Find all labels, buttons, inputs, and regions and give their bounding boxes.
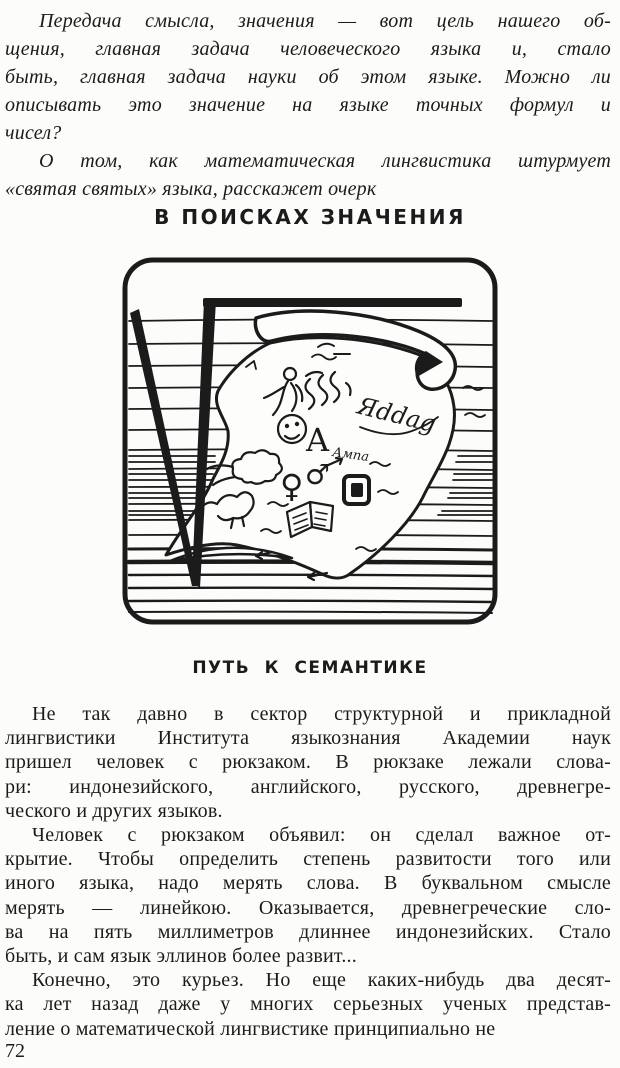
male-symbol-icon: ♂ <box>304 458 330 491</box>
epigraph <box>0 0 620 203</box>
female-symbol-icon: ♀ <box>279 467 303 505</box>
scroll-word-ampa: Ампа <box>330 445 370 466</box>
scroll-word-jaddag: Яddag <box>354 391 439 439</box>
radical-scroll-illustration <box>120 255 501 629</box>
chapter-title: В ПОИСКАХ ЗНАЧЕНИЯ <box>154 205 466 229</box>
paragraph: Человек с рюкзаком объявил: он сделал важное от- крытие. Чтобы определить степень развитости того или иного языка, надо мерять слова. В буквальном смысле мерять — линейкою. Оказывается, древнегреческие сло- ва на пять миллиметров длиннее индонезийских. Стало быть, и сам язык эллинов более развит... <box>5 824 611 968</box>
epigraph-paragraph: О том, как математическая лингвистика штурмует «святая святых» языка, расскажет очерк <box>5 150 611 200</box>
scroll-letter-a: A <box>305 421 329 459</box>
page-number: 72 <box>5 1040 25 1062</box>
body-text <box>0 678 620 1041</box>
epigraph-paragraph: Передача смысла, значения — вот цель нашего об- щения, главная задача человеческого языка и, стало быть, главная задача науки об этом языке. Можно ли описывать это значение на языке точных формул и чисел? <box>5 10 611 144</box>
paragraph: Не так давно в сектор структурной и прикладной лингвистики Института языкознания Академии наук пришел человек с рюкзаком. В рюкзаке лежали слова- ри: индонезийского, английского, русского, древнегре- ческого и других языков. <box>5 703 611 822</box>
paragraph: Конечно, это курьез. Но еще каких-нибудь два десят- ка лет назад даже у многих серьезных ученых представ- ление о математической лингвистике принципиально не <box>5 969 611 1040</box>
illustration <box>120 255 501 629</box>
section-title: ПУТЬ К СЕМАНТИКЕ <box>192 658 428 678</box>
